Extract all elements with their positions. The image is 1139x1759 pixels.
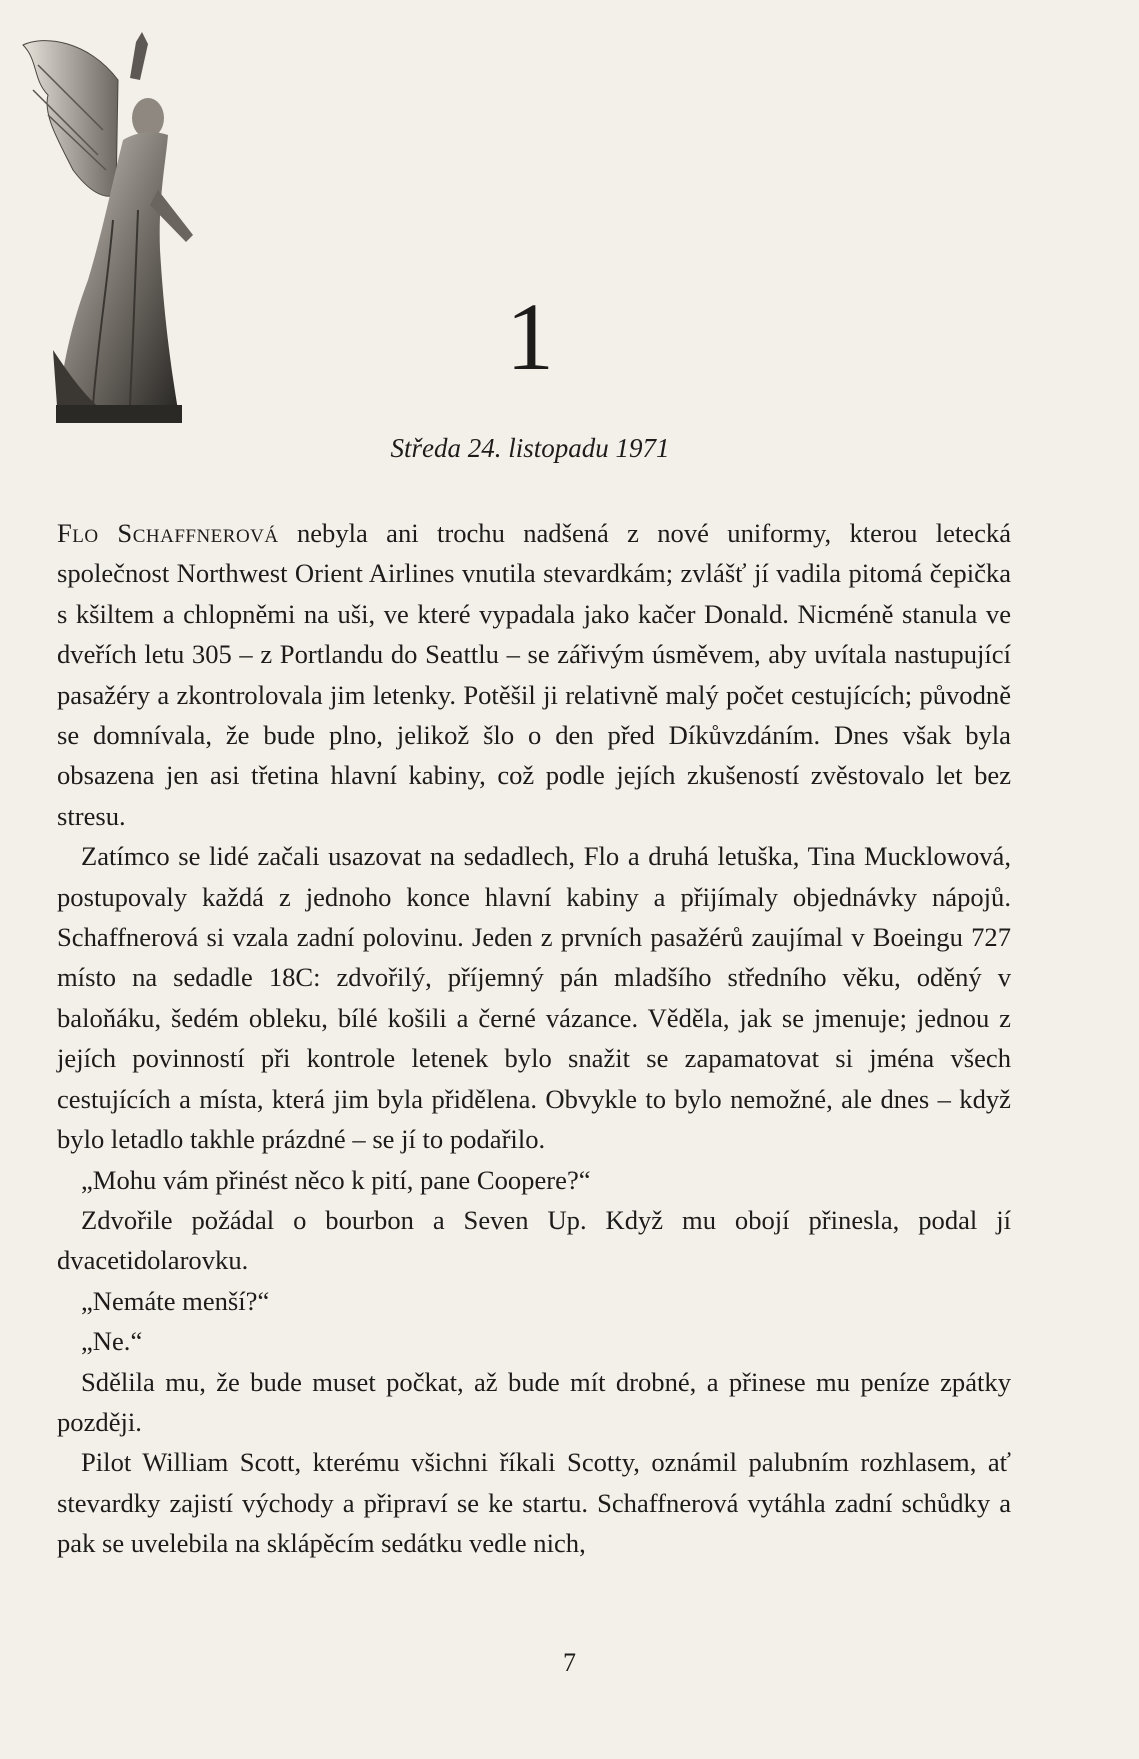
paragraph: Pilot William Scott, kterému všichni říkali Scotty, oznámil palubním rozhlasem, ať stevardky zajistí východy a připraví se ke startu. Schaffnerová vytáhla zadní schůdky a pak se uvelebila na sklápěcím sedátku vedle nich, [57, 1447, 1011, 1559]
paragraph: Zdvořile požádal o bourbon a Seven Up. Když mu obojí přinesla, podal jí dvacetidolarovku. [57, 1204, 1011, 1276]
chapter-text [57, 513, 1011, 1564]
chapter-number: 1 [506, 283, 554, 390]
page-number: 7 [563, 1648, 576, 1677]
paragraph: Sdělila mu, že bude muset počkat, až bude mít drobné, a přinese mu peníze zpátky později. [57, 1366, 1011, 1437]
paragraph [57, 513, 1011, 836]
paragraph: Zatímco se lidé začali usazovat na sedadlech, Flo a druhá letuška, Tina Mucklowová, postupovaly každá z jednoho konce hlavní kabiny a přijímaly objednávky nápojů. Schaffnerová si vzala zadní polovinu. Jeden z prvních pasažérů zaujímal v Boeingu 727 místo na sedadle 18C: zdvořilý, příjemný pán mladšího středního věku, oděný v baloňáku, šedém obleku, bílé košili a černé vázance. Věděla, jak se jmenuje; jednou z jejích povinností při kontrole letenek bylo snažit se zapamatovat si jména všech cestujících a místa, která jim byla přidělena. Obvykle to bylo nemožné, ale dnes – když bylo letadlo takhle prázdné – se jí to podařilo. [57, 841, 1011, 1155]
chapter-date: Středa 24. listopadu 1971 [390, 433, 670, 463]
angel-statue-icon [18, 20, 218, 450]
paragraph-lead-name: Flo Schaffnerová [57, 518, 279, 548]
paragraph-text: nebyla ani trochu nadšená z nové uniformy, kterou letecká společnost Northwest Orient Airlines vnutila stevardkám; zvlášť jí vadila pitomá čepička s kšiltem a chlopněmi na uši, ve které vypadala jako kačer Donald. Nicméně stanula ve dveřích letu 305 – z Portlandu do Seattlu – se zářivým úsměvem, aby uvítala nastupující pasažéry a zkontrolovala jim letenky. Potěšil ji relativně malý počet cestujících; původně se domnívala, že bude plno, jelikož šlo o den před Díkůvzdáním. Dnes však byla obsazena jen asi třetina hlavní kabiny, což podle jejích zkušeností zvěstovalo let bez stresu. [57, 518, 1012, 831]
paragraph: „Ne.“ [81, 1326, 143, 1357]
paragraph: „Mohu vám přinést něco k pití, pane Coopere?“ [81, 1164, 591, 1195]
paragraph: „Nemáte menší?“ [81, 1285, 270, 1316]
